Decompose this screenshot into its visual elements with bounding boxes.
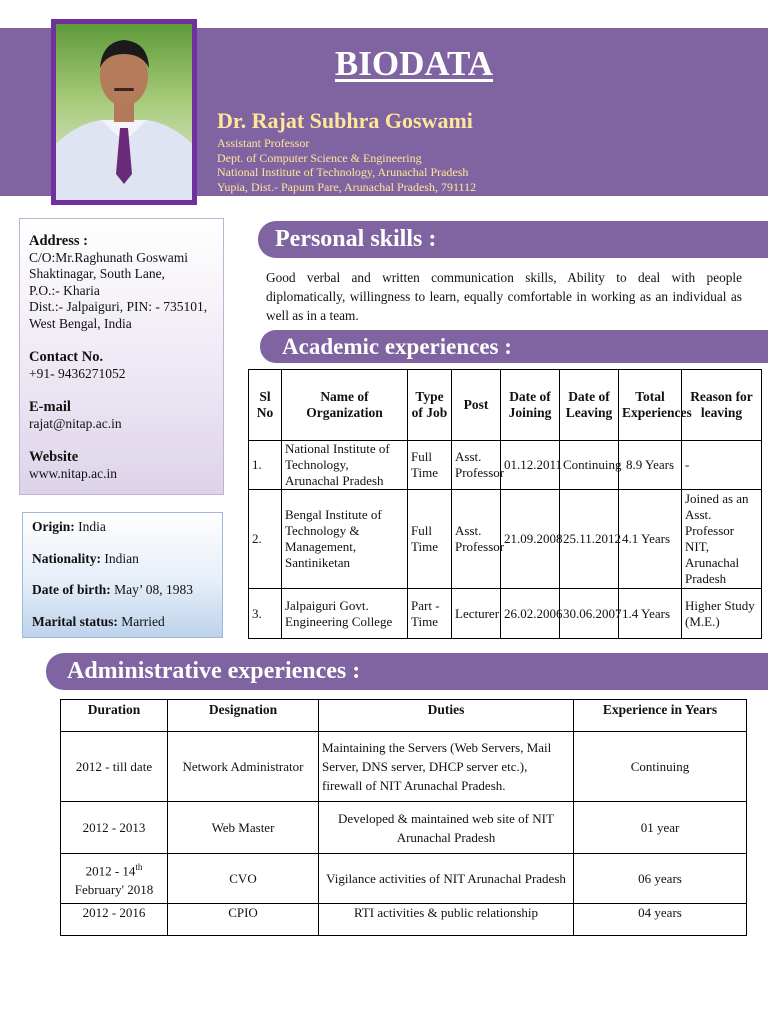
cell: 8.9 Years	[619, 441, 682, 490]
address-line: C/O:Mr.Raghunath Goswami	[29, 249, 188, 265]
cell: 25.11.2012	[560, 490, 619, 589]
cell: Web Master	[168, 802, 319, 854]
cell: 06 years	[574, 854, 747, 904]
cell: 1.4 Years	[619, 589, 682, 639]
header-duration: Duration	[61, 700, 168, 732]
dob-row: Date of birth: May’ 08, 1983	[32, 582, 193, 597]
cell: Asst. Professor	[452, 490, 501, 589]
cell: Developed & maintained web site of NIT Arunachal Pradesh	[319, 802, 574, 854]
email-label: E-mail	[29, 399, 71, 415]
cell: Full Time	[408, 441, 452, 490]
address-line: P.O.:- Kharia	[29, 282, 100, 298]
personal-skills-text: Good verbal and written communication skills, Ability to deal with people diplomatically, willingness to learn, equally comfortable in working as an individual as well as in a team.	[266, 270, 742, 323]
cell: CVO	[168, 854, 319, 904]
header-organization: Name of Organization	[282, 370, 408, 441]
administrative-table	[60, 699, 747, 936]
cell: Higher Study (M.E.)	[682, 589, 762, 639]
cell: 2012 - 14th February' 2018	[61, 854, 168, 904]
cell: 2012 - till date	[61, 732, 168, 802]
address-line: West Bengal, India	[29, 315, 132, 331]
personal-skills-heading: Personal skills :	[258, 221, 768, 258]
cell: 4.1 Years	[619, 490, 682, 589]
header-experience: Experience in Years	[574, 700, 747, 732]
cell: Full Time	[408, 490, 452, 589]
table-row	[61, 854, 747, 904]
cell: RTI activities & public relationship	[319, 904, 574, 936]
email-value[interactable]: rajat@nitap.ac.in	[29, 415, 122, 431]
cell: 01 year	[574, 802, 747, 854]
cell: National Institute of Technology, Arunachal Pradesh	[282, 441, 408, 490]
header-sl-no: Sl No	[249, 370, 282, 441]
cell: 3.	[249, 589, 282, 639]
administrative-heading: Administrative experiences :	[46, 653, 768, 690]
cell: Jalpaiguri Govt. Engineering College	[282, 589, 408, 639]
person-portrait-icon	[56, 24, 192, 200]
cell: Part - Time	[408, 589, 452, 639]
header-date-leaving: Date of Leaving	[560, 370, 619, 441]
header-job-type: Type of Job	[408, 370, 452, 441]
cell: 30.06.2007	[560, 589, 619, 639]
marital-status-row: Marital status: Married	[32, 613, 165, 629]
designation-line: Assistant Professor	[217, 136, 310, 150]
department-line: Dept. of Computer Science & Engineering	[217, 151, 422, 165]
cell: Maintaining the Servers (Web Servers, Mail Server, DNS server, DHCP server etc.), firewall of NIT Arunachal Pradesh.	[319, 732, 574, 802]
cell: Bengal Institute of Technology & Management, Santiniketan	[282, 490, 408, 589]
cell: Asst. Professor	[452, 441, 501, 490]
table-row	[61, 802, 747, 854]
profile-photo	[56, 24, 192, 200]
origin-row: Origin: India	[32, 519, 106, 534]
table-row	[249, 589, 762, 639]
institute-line: National Institute of Technology, Arunachal Pradesh	[217, 165, 469, 179]
address-line: Shaktinagar, South Lane,	[29, 266, 165, 281]
website-label: Website	[29, 449, 79, 465]
cell: Vigilance activities of NIT Arunachal Pradesh	[319, 854, 574, 904]
cell: 2.	[249, 490, 282, 589]
address-line: Dist.:- Jalpaiguri, PIN: - 735101,	[29, 299, 208, 314]
location-line: Yupia, Dist.- Papum Pare, Arunachal Pradesh, 791112	[217, 180, 477, 194]
academic-heading: Academic experiences :	[260, 330, 768, 363]
table-row	[249, 441, 762, 490]
administrative-header-row	[61, 700, 747, 732]
cell: CPIO	[168, 904, 319, 936]
header-total-experience: Total Experiences	[619, 370, 682, 441]
person-name: Dr. Rajat Subhra Goswami	[217, 108, 473, 133]
cell: Lecturer	[452, 589, 501, 639]
table-row	[61, 904, 747, 936]
contact-box	[19, 218, 224, 495]
contact-label: Contact No.	[29, 349, 104, 365]
table-row	[249, 490, 762, 589]
cell: 21.09.2008	[501, 490, 560, 589]
cell: 1.	[249, 441, 282, 490]
header-date-joining: Date of Joining	[501, 370, 560, 441]
nationality-row: Nationality: Indian	[32, 550, 139, 566]
cell: Continuing	[574, 732, 747, 802]
cell: 04 years	[574, 904, 747, 936]
website-value[interactable]: www.nitap.ac.in	[29, 465, 117, 481]
header-post: Post	[452, 370, 501, 441]
header-reason-leaving: Reason for leaving	[682, 370, 762, 441]
contact-number: +91- 9436271052	[29, 365, 126, 381]
table-row	[61, 732, 747, 802]
cell: 2012 - 2013	[61, 802, 168, 854]
personal-info-box	[22, 512, 223, 638]
cell: Network Administrator	[168, 732, 319, 802]
cell: Joined as an Asst. Professor NIT, Arunachal Pradesh	[682, 490, 762, 589]
cell: 2012 - 2016	[61, 904, 168, 936]
cell: 01.12.2011	[501, 441, 560, 490]
cell: Continuing	[560, 441, 619, 490]
academic-header-row	[249, 370, 762, 441]
cell: -	[682, 441, 762, 490]
cell: 26.02.2006	[501, 589, 560, 639]
address-label: Address :	[29, 233, 88, 249]
page-title: BIODATA	[334, 44, 494, 83]
header-duties: Duties	[319, 700, 574, 732]
header-designation: Designation	[168, 700, 319, 732]
academic-table	[248, 369, 762, 639]
